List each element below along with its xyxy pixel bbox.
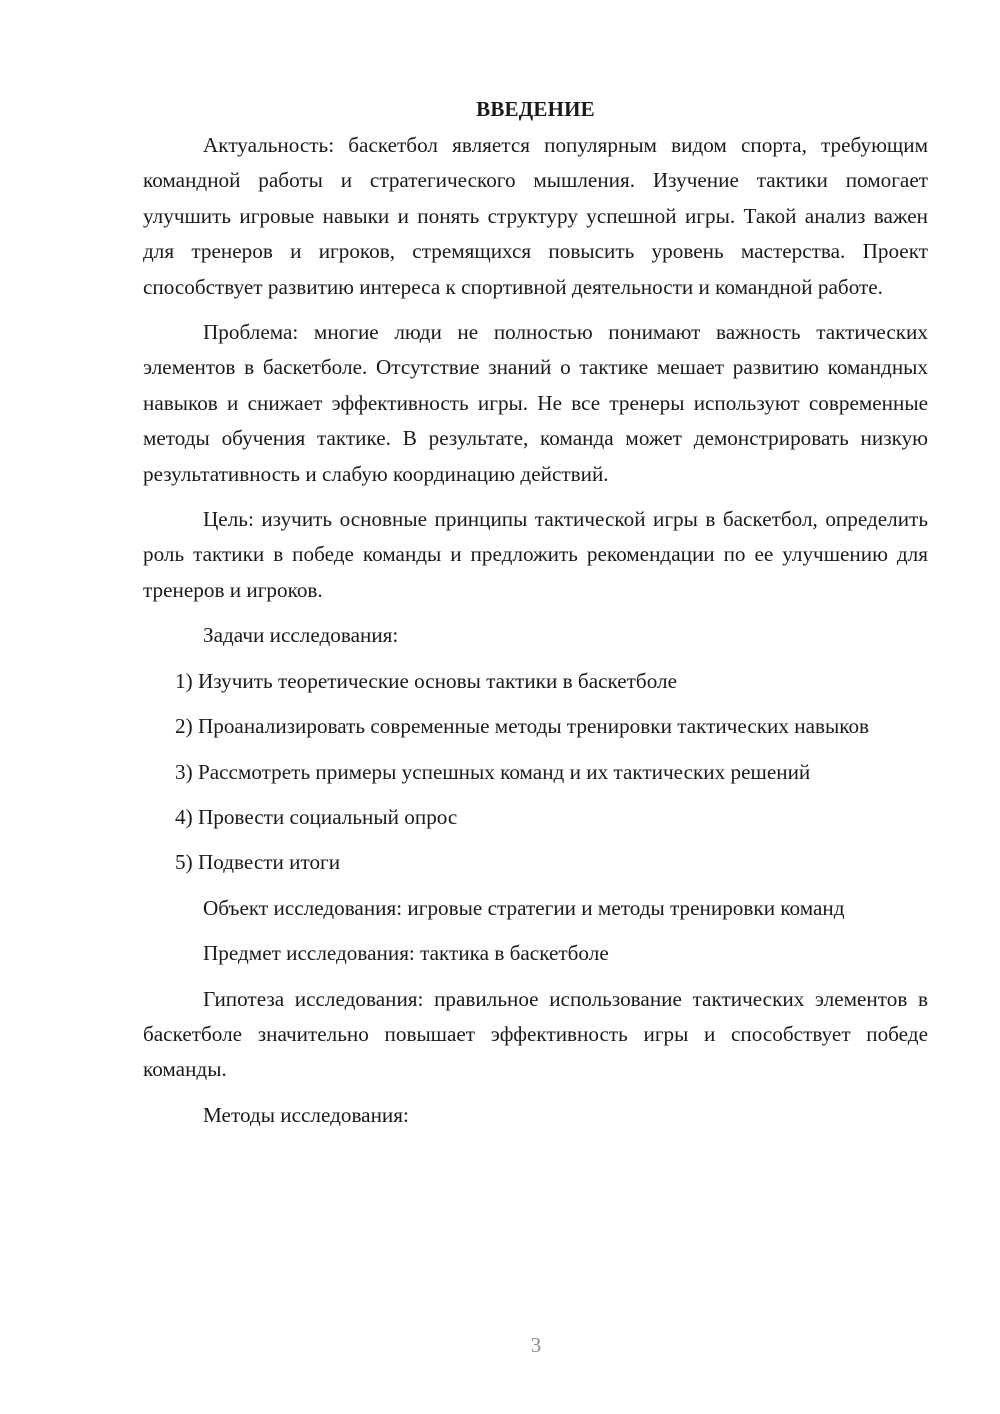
paragraph-hypothesis: Гипотеза исследования: правильное использование тактических элементов в баскетболе значительно повышает эффективность игры и способствует победе команды. bbox=[143, 986, 928, 1082]
paragraph-goal: Цель: изучить основные принципы тактической игры в баскетбол, определить роль тактики в победе команды и предложить рекомендации по ее улучшению для тренеров и игроков. bbox=[143, 507, 928, 602]
paragraph-object: Объект исследования: игровые стратегии и методы тренировки команд bbox=[203, 895, 845, 920]
section-title: ВВЕДЕНИЕ bbox=[476, 97, 595, 121]
task-item: 4) Провести социальный опрос bbox=[175, 804, 458, 829]
paragraph-problem: Проблема: многие люди не полностью понимают важность тактических элементов в баскетболе. Отсутствие знаний о тактике мешает развитию командных навыков и снижает эффективность игры. Не все тренеры используют современные методы обучения тактике. В результате, команда может демонстрировать низкую результативность и слабую координацию действий. bbox=[143, 320, 928, 486]
task-item: 2) Проанализировать современные методы тренировки тактических навыков bbox=[175, 714, 870, 739]
paragraph-subject: Предмет исследования: тактика в баскетболе bbox=[203, 941, 609, 966]
task-item: 5) Подвести итоги bbox=[175, 850, 341, 875]
document-page bbox=[143, 92, 928, 1133]
task-item: 1) Изучить теоретические основы тактики в баскетболе bbox=[175, 668, 678, 693]
paragraph-methods: Методы исследования: bbox=[203, 1102, 409, 1127]
paragraph-relevance: Актуальность: баскетбол является популярным видом спорта, требующим командной работы и стратегического мышления. Изучение тактики помогает улучшить игровые навыки и понять структуру успешной игры. Такой анализ важен для тренеров и игроков, стремящихся повысить уровень мастерства. Проект способствует развитию интереса к спортивной деятельности и командной работе. bbox=[143, 133, 928, 299]
paragraph-tasks-heading: Задачи исследования: bbox=[203, 623, 399, 648]
page-number: 3 bbox=[530, 1333, 542, 1357]
task-item: 3) Рассмотреть примеры успешных команд и их тактических решений bbox=[175, 759, 811, 784]
